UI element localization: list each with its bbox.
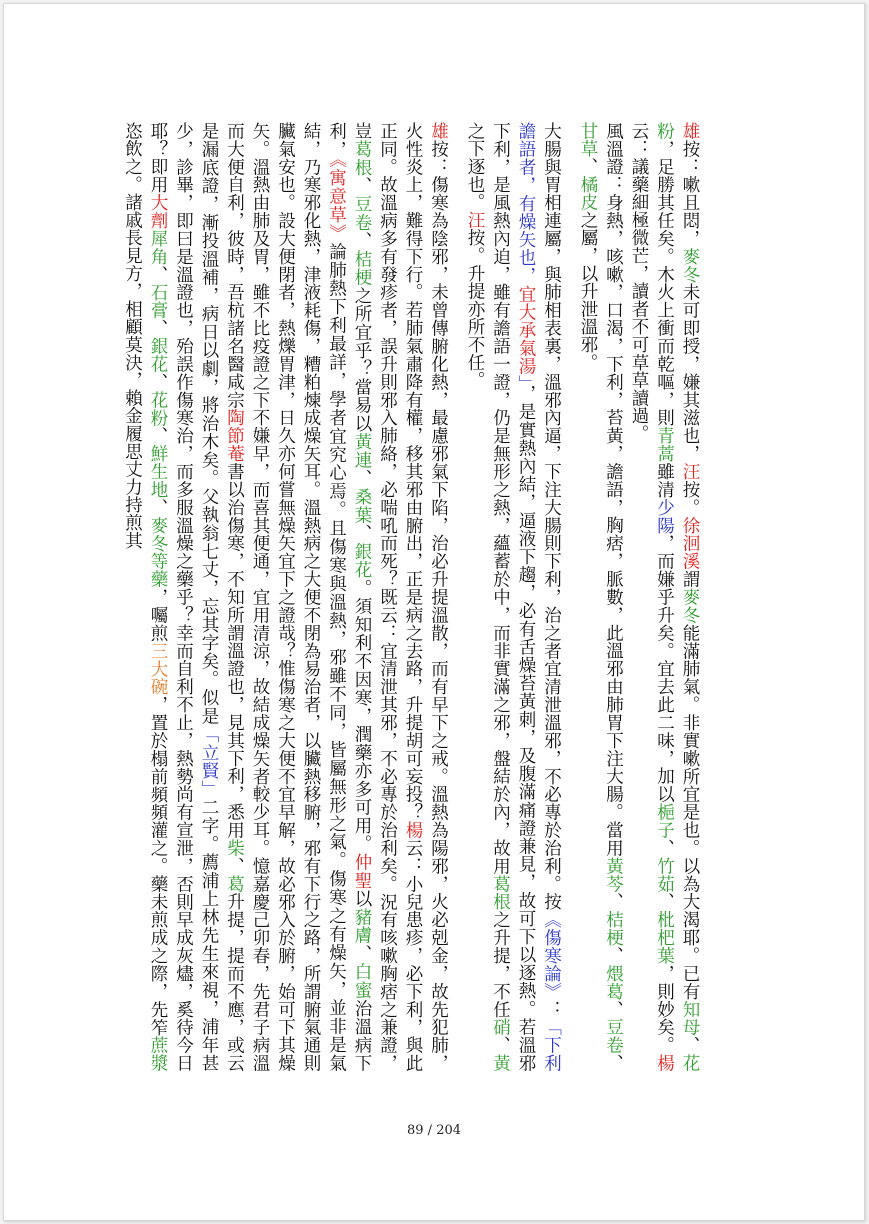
highlighted-term: 桑葉	[352, 487, 372, 525]
text-run: 大腸與胃相連屬，與肺相表裏，溫邪內逼，下注大腸則下利，治之者宜清泄溫邪，不必專於治利。按	[541, 122, 562, 911]
highlighted-term: 雄	[680, 122, 700, 140]
highlighted-term: 楊	[654, 1054, 675, 1072]
highlighted-term: 黃	[490, 1054, 511, 1072]
text-run: 、	[352, 944, 372, 963]
highlighted-term: 鮮生地	[148, 444, 168, 499]
text-run: 、	[352, 524, 372, 543]
document-page	[3, 3, 865, 1221]
highlighted-term: 煨葛	[603, 964, 624, 1001]
highlighted-term: 桔梗	[603, 910, 624, 947]
text-run: 能滿肺氣。非實嗽所宜是也。以為大渴耶。已有	[680, 623, 700, 1001]
highlighted-term: 麥冬	[680, 247, 700, 284]
text-run: 恣飲之。諸戚長見方，相顧莫決，賴金履思丈力持煎其	[122, 122, 143, 550]
highlighted-term: 三大碗	[148, 641, 168, 696]
paragraph	[575, 122, 626, 1072]
text-run: 按：傷寒為陰邪，未曾傳腑化熱，最慮邪氣下陷，治必升提溫散，而有早下之戒。溫熱為陽邪，火必剋金，故先犯肺，火性炎上，難得下行。若肺氣肅降有權，移其邪由腑出，正是病之去路，升提胡可妄投？	[403, 122, 449, 1072]
highlighted-term: 汪	[465, 211, 485, 229]
paragraph	[119, 122, 451, 1072]
highlighted-term: 葛	[224, 874, 245, 893]
highlighted-term: 白蜜	[352, 962, 372, 1000]
highlighted-term: 梔子	[654, 803, 675, 840]
text-run: 按：嗽且悶，	[680, 139, 700, 248]
page-current: 89	[406, 1123, 424, 1138]
highlighted-term: 豬膚	[352, 907, 372, 945]
highlighted-term: 竹茹	[654, 856, 675, 893]
highlighted-term: 「立賢」	[199, 725, 219, 799]
text-run: 、	[352, 176, 372, 196]
highlighted-term: 葛根	[352, 140, 372, 177]
highlighted-term: 花粉	[148, 390, 168, 427]
highlighted-term: 大劑	[148, 193, 168, 230]
text-run: 治溫病下利，	[326, 122, 372, 1072]
text-run: 、	[148, 373, 168, 391]
text-run: 、	[578, 157, 598, 176]
highlighted-term: 知母	[680, 1000, 700, 1037]
text-run: 升提，提而不應，或云是漏底證，漸投溫補，病日以劇，將治木矣。父執翁七丈，忘其字矣。似是	[199, 122, 245, 1072]
highlighted-term: 汪	[680, 462, 700, 481]
highlighted-term: 犀角	[148, 229, 168, 266]
text-run: 、	[148, 498, 168, 517]
text-run: 、	[148, 265, 168, 284]
text-run: 、	[148, 426, 168, 445]
highlighted-term: 花粉	[654, 122, 700, 1072]
highlighted-term: 柴	[224, 839, 245, 857]
paragraph	[462, 122, 564, 1072]
highlighted-term: 甘草	[578, 122, 598, 158]
text-run: 之所宜乎？當易以	[352, 286, 372, 433]
text-run: 、	[603, 892, 624, 911]
highlighted-term: 青蒿	[654, 426, 675, 463]
page-separator: /	[427, 1123, 433, 1138]
text-run: ，是實熱內結，逼液下趨，必有舌燥苔黃刺，及腹滿痛證兼見，故可下以逐熱。若溫邪下利，是風熱內迫，雖有譫語一證，仍是無形之熱，蘊蓄於中，而非實滿之邪，盤結於內，故用	[490, 122, 536, 1073]
text-run: 二字。薦浦上林先生來視，浦年甚少，診畢，即曰是溫證也，殆誤作傷寒治，而多服溫燥之藥乎？幸而自利不止，熱勢尚有宣泄，否則早成灰燼，奚待今日耶？即用	[148, 122, 219, 1073]
text-run: 按。升提亦所不任。	[465, 228, 485, 390]
highlighted-term: 銀花	[148, 337, 168, 374]
highlighted-term: 」	[516, 375, 536, 385]
text-run: ，則妙矣。	[654, 964, 675, 1055]
text-run: ，置於榻前頻頻灌之。藥未煎成之際，先笮	[148, 695, 168, 1037]
text-run: 、	[352, 469, 372, 488]
highlighted-term: 徐洄溪	[680, 516, 700, 571]
text-run: 未可即授，嫌其滋也，	[680, 283, 700, 463]
highlighted-term: 麥冬等藥	[148, 516, 168, 589]
text-run: ，足勝其任矣。木火上衝而乾嘔，則	[654, 139, 675, 427]
text-run: 、	[352, 231, 372, 250]
highlighted-term: 桔梗	[352, 249, 372, 287]
highlighted-term: 蔗漿	[148, 1036, 168, 1073]
text-run: 。須知利不因寒，潤藥亦多可用。	[352, 578, 372, 854]
text-run: 、	[654, 839, 675, 857]
text-run: 、	[603, 946, 624, 965]
highlighted-term: 雄	[428, 122, 449, 140]
highlighted-term: 《寓意草》	[326, 158, 347, 243]
highlighted-term: 仲聖	[352, 853, 372, 890]
highlighted-term: 硝	[490, 1018, 511, 1037]
highlighted-term: 少陽	[654, 498, 675, 535]
text-run: 之下逐也。	[465, 122, 485, 211]
text-run: 之升提，不任	[490, 910, 511, 1019]
page-number	[4, 1123, 864, 1138]
highlighted-term: 楊	[403, 821, 423, 840]
highlighted-term: 葛根	[490, 874, 511, 911]
highlighted-term: 豆卷	[603, 1018, 624, 1055]
page-total: 204	[436, 1123, 462, 1138]
vertical-text-block	[122, 122, 702, 1073]
text-run: 以	[352, 889, 372, 908]
text-run: 、	[603, 1054, 624, 1072]
text-run: 、	[490, 1036, 511, 1055]
text-run: 按。	[680, 480, 700, 517]
text-run: 云：議藥細極微芒，讀者不可草草讀過。	[629, 122, 649, 443]
text-run: 、	[654, 892, 675, 911]
text-run: 云：小兒患疹，必下利，與此正同。故溫病多有發疹者，誤升則邪入肺絡，必喘吼而死？既云：宜清泄其邪，不必專於治利矣。況有咳嗽胸痞之兼證，豈	[352, 122, 423, 1072]
highlighted-term: 黃連	[352, 432, 372, 470]
highlighted-term: 《傷寒論》	[541, 910, 562, 1001]
highlighted-term: 豆卷	[352, 195, 372, 232]
highlighted-term: 「下利譫語者，有燥矢也，	[516, 122, 562, 1072]
highlighted-term: 黃芩	[603, 856, 624, 893]
text-run: 、	[603, 1000, 624, 1019]
highlighted-term: 麥冬	[680, 588, 700, 624]
text-run: 風溫證：身熱，咳嗽，口渴，下利，苔黃，譫語，胸痞，脈數，此溫邪由肺胃下注大腸。當用	[603, 122, 624, 857]
highlighted-term: 石膏	[148, 283, 168, 320]
text-run: 書以治傷寒，不知所謂溫證也，見其下利，悉用	[224, 462, 245, 840]
text-run: 雖清	[654, 462, 675, 499]
text-run: 論肺熱下利最詳，學者宜究心焉。且傷寒與溫熱，邪雖不同，皆屬無形之氣。傷寒之有燥矢，並非是氣結，乃寒邪化熱，津液耗傷，糟粕煉成燥矢耳。溫熱病之大便不閉為易治者，以臟熱移腑，邪有下行之路，所謂腑氣通則臟氣安也。設大便閉者，熱爍胃津，日久亦何嘗無燥矢宜下之證哉？惟傷寒之大便不宜早解，故必邪入於腑，始可下其燥矢。溫熱由肺及胃，雖不比疫證之下不嫌早，而喜其便通，宜用清涼，故結成燥矢者較少耳。憶嘉慶己卯春，先君子病溫而大便自利，彼時，吾杭諸名醫咸宗	[224, 122, 347, 1072]
highlighted-term: 陶節菴	[224, 408, 245, 463]
text-run: 謂	[680, 570, 700, 589]
highlighted-term: 橘皮	[578, 175, 598, 212]
text-run: 、	[224, 856, 245, 875]
highlighted-term: 宜大承氣湯	[516, 284, 536, 376]
text-run: 、	[148, 319, 168, 338]
text-run: 、	[680, 1036, 700, 1055]
text-run: 之屬，以升泄溫邪。	[578, 211, 598, 372]
text-run: ：	[541, 1000, 562, 1019]
highlighted-term: 枇杷葉	[654, 910, 675, 965]
highlighted-term: 銀花	[352, 542, 372, 579]
paragraph	[626, 122, 703, 1072]
text-run: ，囑煎	[148, 588, 168, 642]
text-run: ，而嫌乎升矣。宜去此二味，加以	[654, 534, 675, 804]
